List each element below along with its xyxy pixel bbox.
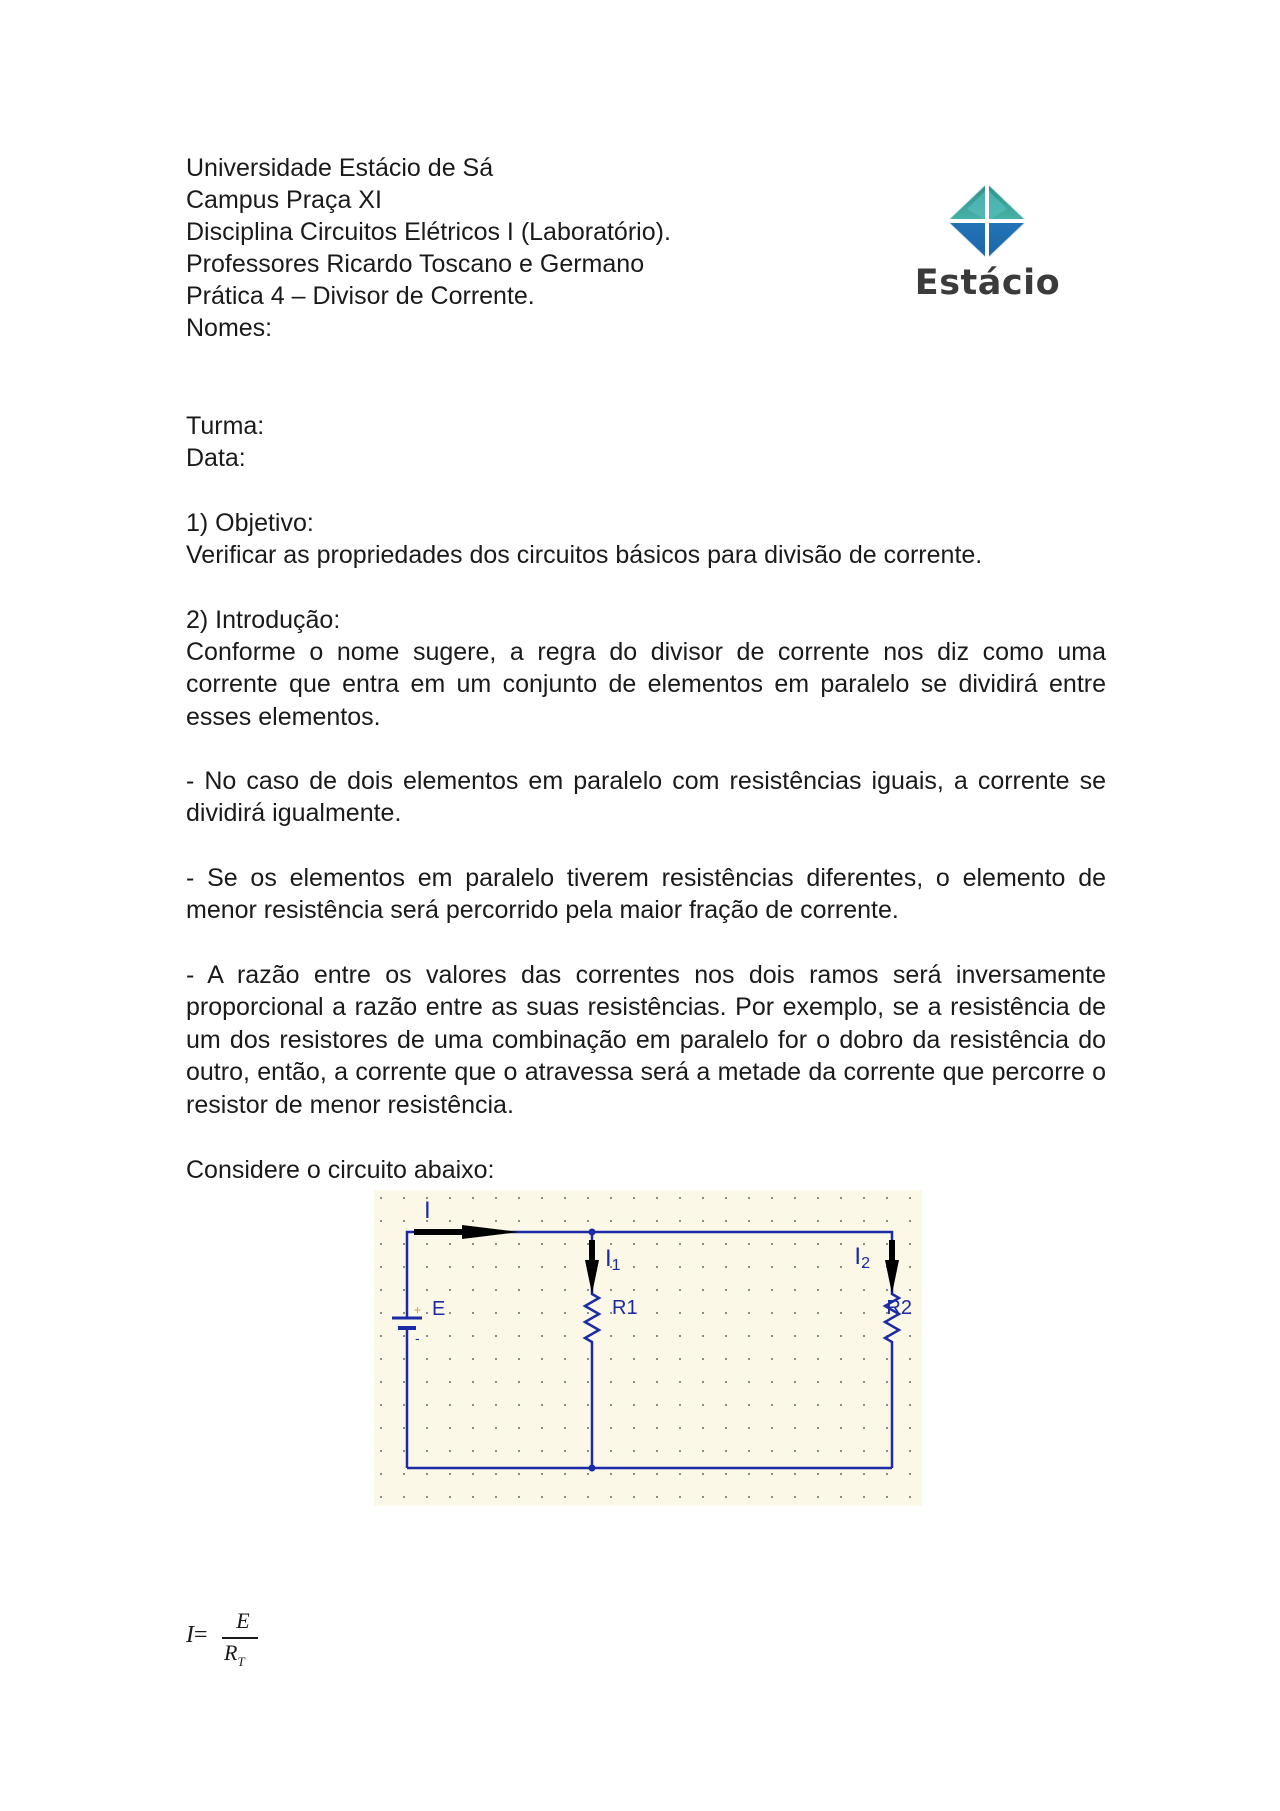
class-label: Turma: [186,412,265,440]
fraction-bar [222,1637,258,1639]
point-inverse-ratio: - A razão entre os valores das correntes nos dois ramos será inversamente proporcional a razão entre as suas resistências. Por exemplo, se a resistência de um dos resistores de uma combinação em paralelo for o dobro da resistência do outro, então, a corrente que o atravessa será a metade da corrente que percorre o resistor de menor resistência. [186,961,1106,1119]
r1-label: R1 [612,1297,638,1319]
names-label: Nomes: [186,314,273,342]
formula-denominator: $R_T$ [224,1640,245,1669]
campus-name: Campus Praça XI [186,186,382,214]
r2-label: R2 [886,1297,912,1319]
formula-lhs: I= [186,1622,208,1648]
point-different-resistances: - Se os elementos em paralelo tiverem resistências diferentes, o elemento de menor resistência será percorrido pela maior fração de corrente. [186,864,1106,925]
circuit-background [374,1190,922,1506]
estacio-logo [895,165,1080,315]
branch2-current-label: I2 [854,1243,870,1272]
source-plus-sign: + [414,1303,422,1317]
university-name: Universidade Estácio de Sá [186,154,494,182]
junction-bottom [589,1465,596,1472]
current-formula [186,1608,266,1670]
section2-heading: 2) Introdução: [186,606,341,634]
section1-heading: 1) Objetivo: [186,509,314,537]
branch1-current-label: I1 [605,1245,621,1274]
discipline-name: Disciplina Circuitos Elétricos I (Laboratório). [186,218,671,246]
intro-paragraph: Conforme o nome sugere, a regra do divisor de corrente nos diz como uma corrente que entra em um conjunto de elementos em paralelo se dividirá entre esses elementos. [186,638,1106,731]
point-equal-resistances: - No caso de dois elementos em paralelo com resistências iguais, a corrente se dividirá igualmente. [186,767,1106,828]
junction-top [589,1229,596,1236]
source-label: E [432,1298,446,1320]
consider-circuit-text: Considere o circuito abaixo: [186,1156,495,1184]
formula-numerator: E [236,1608,250,1633]
logo-wordmark: Estácio [914,263,1061,303]
section1-text: Verificar as propriedades dos circuitos básicos para divisão de corrente. [186,541,983,569]
professors-line: Professores Ricardo Toscano e Germano [186,250,645,278]
date-label: Data: [186,444,246,472]
logo-diamond-icon [895,165,1080,265]
practice-title: Prática 4 – Divisor de Corrente. [186,282,535,310]
source-minus-sign: - [415,1330,420,1346]
total-current-label: I [424,1197,431,1224]
current-divider-circuit [374,1190,922,1506]
